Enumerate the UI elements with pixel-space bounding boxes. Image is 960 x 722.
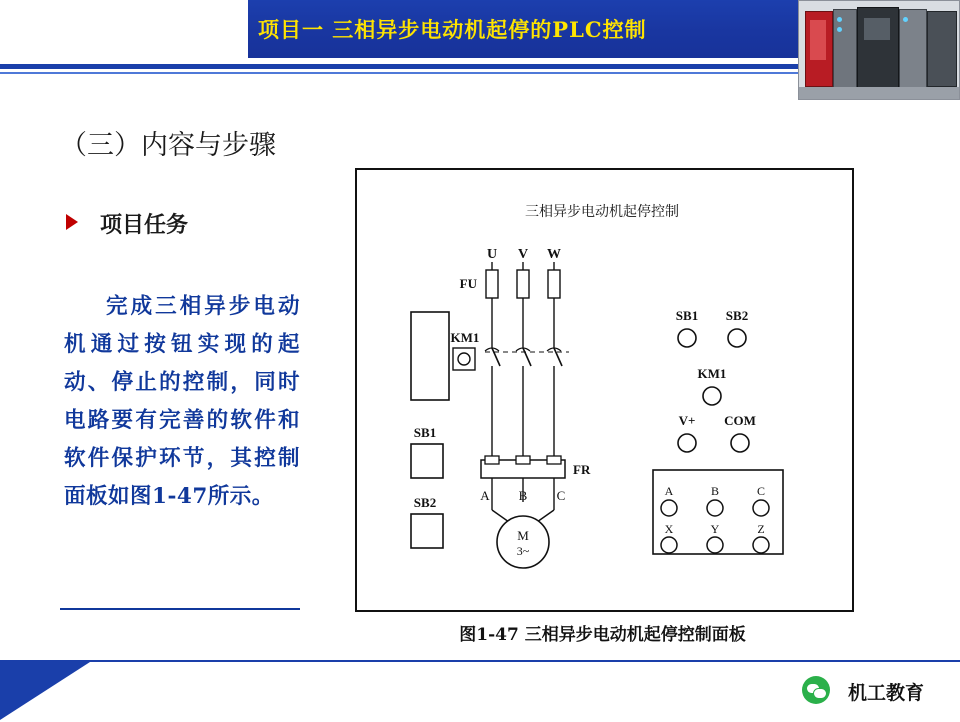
section-title: （三）内容与步骤 xyxy=(60,130,276,161)
panel-label-vplus: V+ xyxy=(678,413,696,428)
panel-terminal-vplus[interactable] xyxy=(678,434,696,452)
plc-io-module xyxy=(857,7,899,91)
panel-label-sb1: SB1 xyxy=(675,308,699,323)
footer-brand: 机工教育 xyxy=(847,682,924,704)
circuit-diagram xyxy=(357,170,848,606)
motor-terminal-b: B xyxy=(518,488,528,503)
wechat-bubble-front xyxy=(813,688,827,699)
plc-din-rail xyxy=(799,87,959,99)
fuse-label: FU xyxy=(459,276,477,291)
arrow-bullet-icon xyxy=(66,214,78,230)
terminal-label-c: C xyxy=(756,484,766,498)
footer-accent-triangle xyxy=(0,662,90,720)
plc-power-module xyxy=(805,11,833,87)
terminal-z[interactable] xyxy=(753,537,769,553)
task-bullet xyxy=(66,208,326,242)
motor-terminal-a: A xyxy=(480,488,490,503)
phase-label-u: U xyxy=(486,247,498,262)
figure-inner-title: 三相异步电动机起停控制 xyxy=(525,205,679,220)
terminal-a[interactable] xyxy=(661,500,677,516)
terminal-x[interactable] xyxy=(661,537,677,553)
panel-button-km1[interactable] xyxy=(703,387,721,405)
body-paragraph: 完成三相异步电动机通过按钮实现的起动、停止的控制，同时电路要有完善的软件和软件保护环节，其控制面板如图1-47所示。 xyxy=(64,294,300,509)
page-title: 项目一 三相异步电动机起停的PLC控制 xyxy=(258,17,647,42)
button-block-label-sb2: SB2 xyxy=(413,495,437,510)
panel-button-sb2[interactable] xyxy=(728,329,746,347)
plc-led-1 xyxy=(837,17,842,22)
phase-label-w: W xyxy=(547,247,561,262)
motor-terminal-c: C xyxy=(556,488,566,503)
plc-led-2 xyxy=(837,27,842,32)
terminal-b[interactable] xyxy=(707,500,723,516)
phase-label-v: V xyxy=(517,247,529,262)
panel-label-sb2: SB2 xyxy=(725,308,749,323)
button-block-label-sb1: SB1 xyxy=(413,425,437,440)
motor-label: M xyxy=(517,528,529,543)
terminal-label-z: Z xyxy=(757,522,765,536)
plc-led-3 xyxy=(903,17,908,22)
contactor-label: KM1 xyxy=(450,330,480,345)
terminal-y[interactable] xyxy=(707,537,723,553)
plc-end-module xyxy=(927,11,957,87)
figure-panel xyxy=(355,168,854,612)
terminal-label-y: Y xyxy=(710,522,720,536)
panel-label-km1: KM1 xyxy=(697,366,727,381)
terminal-label-a: A xyxy=(664,484,674,498)
panel-terminal-com[interactable] xyxy=(731,434,749,452)
figure-caption: 图1-47 三相异步电动机起停控制面板 xyxy=(459,625,746,645)
panel-label-com: COM xyxy=(724,413,756,428)
left-column-underline xyxy=(60,608,300,610)
motor-sublabel: 3~ xyxy=(516,544,530,558)
panel-button-sb1[interactable] xyxy=(678,329,696,347)
thermal-relay-label: FR xyxy=(573,462,591,477)
task-bullet-label: 项目任务 xyxy=(100,212,189,238)
header-band-left-block xyxy=(0,0,248,58)
terminal-label-b: B xyxy=(710,484,720,498)
terminal-c[interactable] xyxy=(753,500,769,516)
terminal-label-x: X xyxy=(664,522,674,536)
plc-module-photo xyxy=(798,0,960,100)
wechat-icon xyxy=(802,676,830,704)
